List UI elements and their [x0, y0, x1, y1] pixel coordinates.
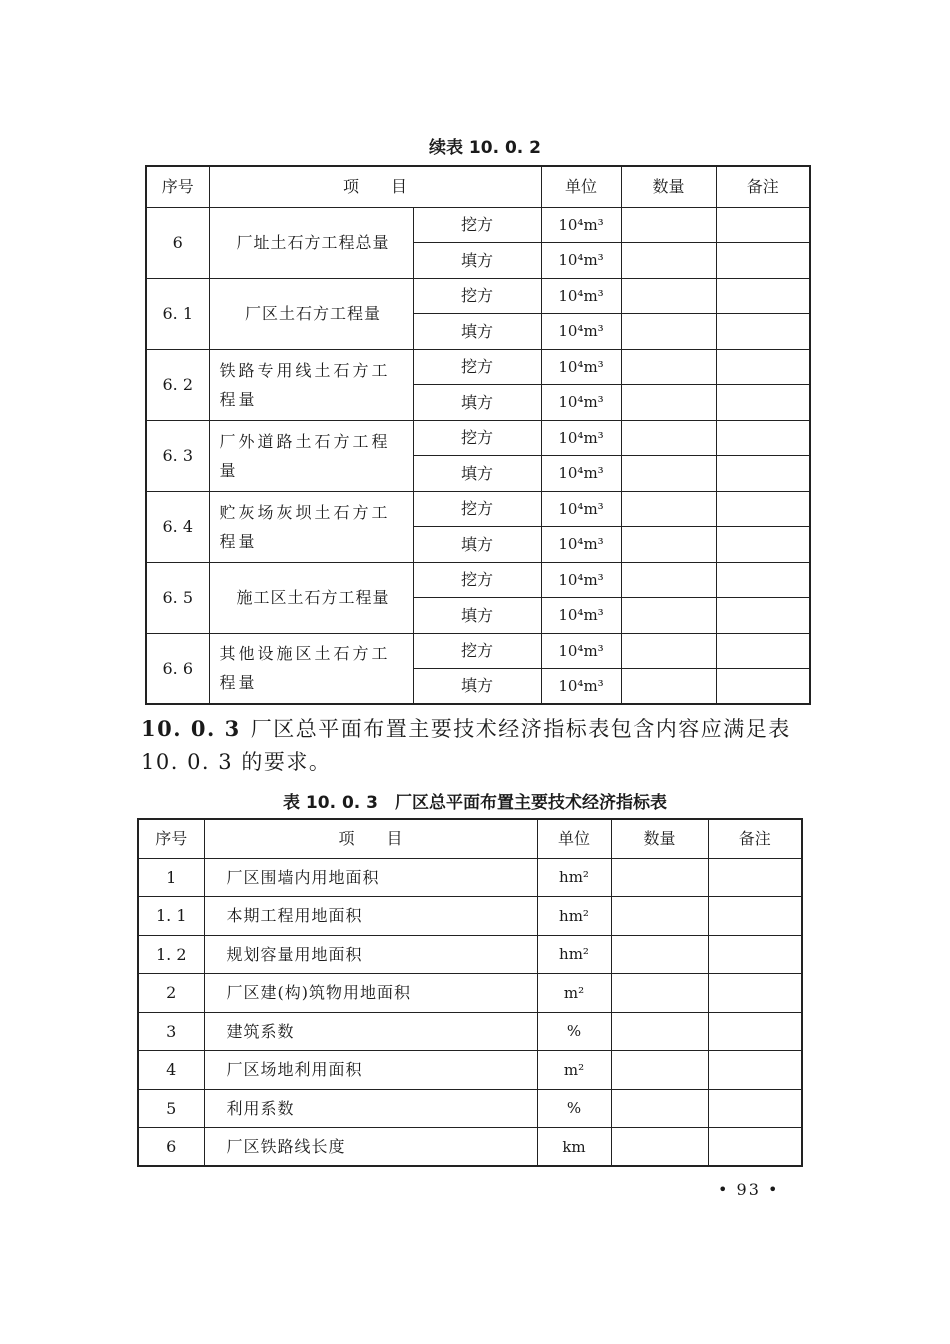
row-note [716, 314, 810, 350]
page-number: • 93 • [718, 1180, 780, 1199]
row-item: 厂区围墙内用地面积 [204, 858, 537, 897]
header-item: 项 目 [209, 166, 541, 207]
row-qty [621, 598, 716, 634]
row-number: 5 [138, 1089, 204, 1128]
row-unit: hm² [537, 858, 611, 897]
row-unit: m² [537, 974, 611, 1013]
row-subitem: 填方 [413, 314, 541, 350]
table-caption: 续表 10. 0. 2 [429, 138, 541, 158]
table-row [146, 420, 810, 456]
row-item: 厂区土石方工程量 [209, 278, 413, 349]
row-item: 厂外道路土石方工程量 [209, 420, 413, 491]
row-unit: 10⁴m³ [541, 420, 621, 456]
row-note [716, 491, 810, 527]
table-caption: 表 10. 0. 3 厂区总平面布置主要技术经济指标表 [283, 793, 667, 813]
clause-text: 厂区总平面布置主要技术经济指标表包含内容应满足表10. 0. 3 的要求。 [141, 717, 791, 774]
row-unit: 10⁴m³ [541, 633, 621, 669]
row-item: 本期工程用地面积 [204, 897, 537, 936]
row-qty [621, 207, 716, 243]
row-note [708, 1089, 802, 1128]
row-note [708, 1051, 802, 1090]
row-item: 规划容量用地面积 [204, 935, 537, 974]
row-qty [611, 1012, 708, 1051]
row-unit: 10⁴m³ [541, 456, 621, 492]
earthwork-table [145, 165, 811, 705]
row-note [716, 278, 810, 314]
row-note [716, 633, 810, 669]
row-number: 6. 6 [146, 633, 209, 704]
row-note [708, 897, 802, 936]
row-qty [611, 858, 708, 897]
row-unit: 10⁴m³ [541, 314, 621, 350]
indicator-table [137, 818, 803, 1167]
row-subitem: 挖方 [413, 562, 541, 598]
row-subitem: 填方 [413, 669, 541, 705]
row-note [708, 935, 802, 974]
row-item: 利用系数 [204, 1089, 537, 1128]
row-qty [621, 456, 716, 492]
row-number: 3 [138, 1012, 204, 1051]
row-unit: 10⁴m³ [541, 527, 621, 563]
row-note [708, 858, 802, 897]
table-row [146, 278, 810, 314]
row-qty [621, 243, 716, 279]
row-subitem: 填方 [413, 385, 541, 421]
row-qty [611, 1128, 708, 1167]
row-note [716, 669, 810, 705]
row-number: 1. 1 [138, 897, 204, 936]
table-body [146, 207, 810, 704]
row-number: 6. 3 [146, 420, 209, 491]
row-subitem: 填方 [413, 527, 541, 563]
header-unit: 单位 [537, 819, 611, 858]
row-number: 6. 5 [146, 562, 209, 633]
row-qty [621, 562, 716, 598]
row-qty [611, 974, 708, 1013]
row-qty [611, 1089, 708, 1128]
table-row [146, 207, 810, 243]
row-note [708, 1012, 802, 1051]
header-note: 备注 [708, 819, 802, 858]
row-qty [611, 935, 708, 974]
row-qty [611, 1051, 708, 1090]
row-note [716, 598, 810, 634]
row-unit: 10⁴m³ [541, 491, 621, 527]
row-unit: hm² [537, 935, 611, 974]
table-body [138, 858, 802, 1166]
row-note [716, 385, 810, 421]
row-note [716, 243, 810, 279]
row-item: 铁路专用线土石方工程量 [209, 349, 413, 420]
row-number: 4 [138, 1051, 204, 1090]
clause-number: 10. 0. 3 [141, 716, 241, 741]
row-unit: 10⁴m³ [541, 278, 621, 314]
table-row [146, 562, 810, 598]
row-unit: 10⁴m³ [541, 385, 621, 421]
row-subitem: 挖方 [413, 420, 541, 456]
row-number: 1. 2 [138, 935, 204, 974]
header-qty: 数量 [611, 819, 708, 858]
row-number: 6. 2 [146, 349, 209, 420]
table-row [138, 897, 802, 936]
row-number: 6. 1 [146, 278, 209, 349]
row-unit: % [537, 1089, 611, 1128]
row-unit: 10⁴m³ [541, 598, 621, 634]
row-subitem: 挖方 [413, 207, 541, 243]
row-number: 6 [146, 207, 209, 278]
clause-10-0-3 [141, 712, 811, 779]
row-qty [621, 633, 716, 669]
row-unit: m² [537, 1051, 611, 1090]
row-qty [611, 897, 708, 936]
row-unit: 10⁴m³ [541, 207, 621, 243]
row-item: 厂区场地利用面积 [204, 1051, 537, 1090]
header-no: 序号 [146, 166, 209, 207]
row-number: 6 [138, 1128, 204, 1167]
row-unit: 10⁴m³ [541, 669, 621, 705]
row-qty [621, 669, 716, 705]
row-subitem: 挖方 [413, 633, 541, 669]
row-subitem: 填方 [413, 456, 541, 492]
row-note [716, 562, 810, 598]
header-unit: 单位 [541, 166, 621, 207]
row-item: 施工区土石方工程量 [209, 562, 413, 633]
row-subitem: 挖方 [413, 491, 541, 527]
row-subitem: 挖方 [413, 349, 541, 385]
header-no: 序号 [138, 819, 204, 858]
row-subitem: 填方 [413, 598, 541, 634]
row-unit: hm² [537, 897, 611, 936]
header-note: 备注 [716, 166, 810, 207]
header-qty: 数量 [621, 166, 716, 207]
row-item: 贮灰场灰坝土石方工程量 [209, 491, 413, 562]
table-row [146, 349, 810, 385]
table-row [146, 633, 810, 669]
row-qty [621, 491, 716, 527]
row-qty [621, 385, 716, 421]
table-row [138, 858, 802, 897]
row-qty [621, 527, 716, 563]
row-subitem: 填方 [413, 243, 541, 279]
row-qty [621, 278, 716, 314]
row-unit: 10⁴m³ [541, 562, 621, 598]
table-row [138, 1089, 802, 1128]
header-item: 项 目 [204, 819, 537, 858]
table-row [138, 1012, 802, 1051]
row-number: 2 [138, 974, 204, 1013]
row-qty [621, 349, 716, 385]
row-item: 厂址土石方工程总量 [209, 207, 413, 278]
table-row [138, 974, 802, 1013]
table-row [138, 935, 802, 974]
row-note [716, 456, 810, 492]
row-item: 厂区建(构)筑物用地面积 [204, 974, 537, 1013]
row-qty [621, 420, 716, 456]
row-unit: % [537, 1012, 611, 1051]
row-item: 建筑系数 [204, 1012, 537, 1051]
row-note [708, 974, 802, 1013]
row-unit: 10⁴m³ [541, 243, 621, 279]
row-note [716, 349, 810, 385]
table-row [146, 491, 810, 527]
table-row [138, 1128, 802, 1167]
row-number: 1 [138, 858, 204, 897]
table-row [138, 1051, 802, 1090]
row-note [708, 1128, 802, 1167]
row-unit: 10⁴m³ [541, 349, 621, 385]
row-item: 厂区铁路线长度 [204, 1128, 537, 1167]
row-note [716, 420, 810, 456]
row-note [716, 527, 810, 563]
row-note [716, 207, 810, 243]
row-qty [621, 314, 716, 350]
row-number: 6. 4 [146, 491, 209, 562]
row-unit: km [537, 1128, 611, 1167]
row-subitem: 挖方 [413, 278, 541, 314]
row-item: 其他设施区土石方工程量 [209, 633, 413, 704]
